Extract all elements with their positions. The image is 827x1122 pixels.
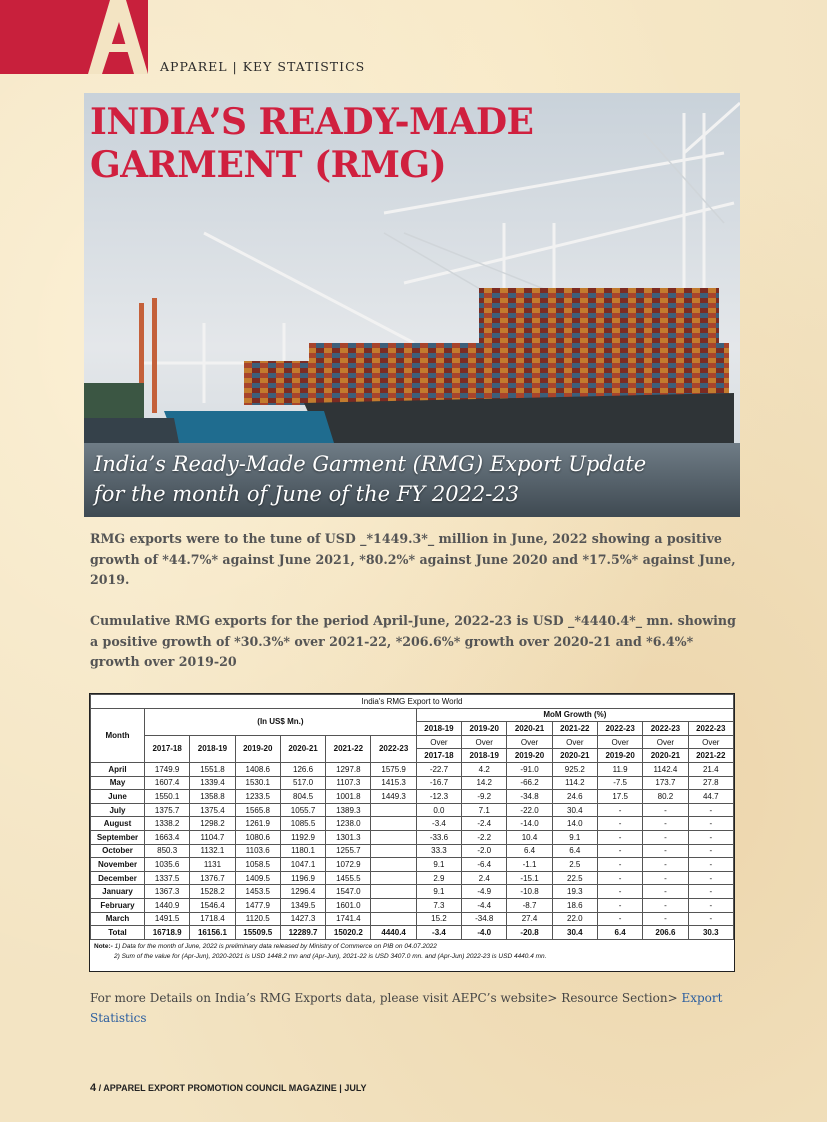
growth-cell: 4.2 bbox=[462, 762, 507, 776]
growth-cell: -2.4 bbox=[462, 817, 507, 831]
note-2: 2) Sum of the value for (Apr-Jun), 2020-2021 is USD 1448.2 mn and (Apr-Jun), 2021-22 is USD 3407.0 mn. and (Apr-Jun) 2022-23 is USD 4440.4 mn. bbox=[114, 952, 547, 960]
growth-cell: -33.6 bbox=[416, 830, 461, 844]
table-row bbox=[91, 803, 734, 817]
hero-caption bbox=[94, 449, 646, 509]
value-cell: 1035.6 bbox=[145, 858, 190, 872]
growth-cell: - bbox=[643, 898, 688, 912]
value-cell: 1001.8 bbox=[326, 790, 371, 804]
growth-cell: 11.9 bbox=[597, 762, 642, 776]
growth-cell: 44.7 bbox=[688, 790, 733, 804]
growth-cell: -34.8 bbox=[507, 790, 552, 804]
table-row bbox=[91, 830, 734, 844]
growth-cell: - bbox=[688, 912, 733, 926]
growth-cell: -8.7 bbox=[507, 898, 552, 912]
growth-col-over: Over bbox=[462, 735, 507, 749]
value-cell: 1296.4 bbox=[280, 885, 325, 899]
table-row bbox=[91, 858, 734, 872]
value-cell: 1440.9 bbox=[145, 898, 190, 912]
growth-cell: - bbox=[643, 858, 688, 872]
growth-cell: 30.4 bbox=[552, 803, 597, 817]
total-row bbox=[91, 926, 734, 940]
growth-cell: 114.2 bbox=[552, 776, 597, 790]
growth-col-over: Over bbox=[643, 735, 688, 749]
value-cell: 1358.8 bbox=[190, 790, 235, 804]
footer-separator: / bbox=[96, 1083, 104, 1093]
table-row bbox=[91, 776, 734, 790]
growth-cell: -14.0 bbox=[507, 817, 552, 831]
growth-cell: 1142.4 bbox=[643, 762, 688, 776]
value-cell: 1301.3 bbox=[326, 830, 371, 844]
table-row bbox=[91, 898, 734, 912]
growth-cell: -1.1 bbox=[507, 858, 552, 872]
growth-col-base: 2019-20 bbox=[597, 749, 642, 763]
month-cell: August bbox=[91, 817, 145, 831]
value-cell: 1741.4 bbox=[326, 912, 371, 926]
value-cell: 126.6 bbox=[280, 762, 325, 776]
value-cell bbox=[371, 803, 416, 817]
growth-cell: - bbox=[643, 885, 688, 899]
growth-cell: -15.1 bbox=[507, 871, 552, 885]
growth-cell: - bbox=[688, 803, 733, 817]
value-cell: 1528.2 bbox=[190, 885, 235, 899]
growth-header: MoM Growth (%) bbox=[416, 708, 733, 722]
growth-col-base: 2020-21 bbox=[552, 749, 597, 763]
growth-cell: - bbox=[643, 912, 688, 926]
growth-cell: -20.8 bbox=[507, 926, 552, 940]
value-cell: 1192.9 bbox=[280, 830, 325, 844]
growth-cell: - bbox=[597, 844, 642, 858]
growth-col-base: 2019-20 bbox=[507, 749, 552, 763]
month-cell: February bbox=[91, 898, 145, 912]
value-cell: 1047.1 bbox=[280, 858, 325, 872]
value-cell: 1455.5 bbox=[326, 871, 371, 885]
growth-cell: -16.7 bbox=[416, 776, 461, 790]
month-cell: June bbox=[91, 790, 145, 804]
growth-col-base: 2018-19 bbox=[462, 749, 507, 763]
value-cell: 1607.4 bbox=[145, 776, 190, 790]
growth-cell: 10.4 bbox=[507, 830, 552, 844]
table-row bbox=[91, 844, 734, 858]
value-cell: 1575.9 bbox=[371, 762, 416, 776]
value-cell: 1107.3 bbox=[326, 776, 371, 790]
growth-cell: 9.1 bbox=[552, 830, 597, 844]
magazine-logo bbox=[0, 0, 148, 74]
more-details-paragraph bbox=[90, 988, 730, 1028]
growth-cell: 22.0 bbox=[552, 912, 597, 926]
growth-cell: - bbox=[643, 817, 688, 831]
value-cell: 1298.2 bbox=[190, 817, 235, 831]
growth-cell: - bbox=[643, 830, 688, 844]
value-cell: 1551.8 bbox=[190, 762, 235, 776]
growth-cell: 27.8 bbox=[688, 776, 733, 790]
growth-cell: 18.6 bbox=[552, 898, 597, 912]
page-footer bbox=[90, 1082, 367, 1094]
year-header: 2019-20 bbox=[235, 735, 280, 762]
year-header: 2018-19 bbox=[190, 735, 235, 762]
growth-cell: 30.4 bbox=[552, 926, 597, 940]
rmg-export-table bbox=[89, 693, 735, 972]
export-statistics-link[interactable]: Export Statistics bbox=[90, 991, 723, 1025]
growth-cell: - bbox=[597, 817, 642, 831]
growth-cell: 27.4 bbox=[507, 912, 552, 926]
growth-cell: 15.2 bbox=[416, 912, 461, 926]
value-cell: 15509.5 bbox=[235, 926, 280, 940]
table-title: India's RMG Export to World bbox=[91, 695, 734, 709]
value-cell: 12289.7 bbox=[280, 926, 325, 940]
table-row bbox=[91, 912, 734, 926]
value-cell: 1546.4 bbox=[190, 898, 235, 912]
value-cell: 1297.8 bbox=[326, 762, 371, 776]
month-cell: Total bbox=[91, 926, 145, 940]
growth-cell: - bbox=[597, 912, 642, 926]
year-header: 2020-21 bbox=[280, 735, 325, 762]
growth-cell: - bbox=[688, 844, 733, 858]
growth-cell: -22.7 bbox=[416, 762, 461, 776]
growth-cell: -9.2 bbox=[462, 790, 507, 804]
growth-cell: -4.0 bbox=[462, 926, 507, 940]
growth-col-top: 2021-22 bbox=[552, 722, 597, 736]
growth-cell: 7.3 bbox=[416, 898, 461, 912]
value-cell: 1491.5 bbox=[145, 912, 190, 926]
growth-cell: 6.4 bbox=[597, 926, 642, 940]
value-cell bbox=[371, 885, 416, 899]
growth-col-over: Over bbox=[597, 735, 642, 749]
growth-cell: 206.6 bbox=[643, 926, 688, 940]
section-label: APPAREL | KEY STATISTICS bbox=[160, 59, 366, 74]
growth-cell: 925.2 bbox=[552, 762, 597, 776]
value-cell: 1749.9 bbox=[145, 762, 190, 776]
value-cell bbox=[371, 830, 416, 844]
growth-cell: - bbox=[688, 830, 733, 844]
growth-cell: - bbox=[688, 871, 733, 885]
table-row bbox=[91, 885, 734, 899]
growth-cell: 14.0 bbox=[552, 817, 597, 831]
growth-cell: 0.0 bbox=[416, 803, 461, 817]
growth-cell: 14.2 bbox=[462, 776, 507, 790]
value-cell: 1565.8 bbox=[235, 803, 280, 817]
growth-col-top: 2022-23 bbox=[688, 722, 733, 736]
growth-cell: 24.6 bbox=[552, 790, 597, 804]
value-cell: 1415.3 bbox=[371, 776, 416, 790]
year-header: 2022-23 bbox=[371, 735, 416, 762]
units-header: (In US$ Mn.) bbox=[145, 708, 417, 735]
value-cell: 1238.0 bbox=[326, 817, 371, 831]
growth-cell: -10.8 bbox=[507, 885, 552, 899]
value-cell: 1261.9 bbox=[235, 817, 280, 831]
value-cell: 1180.1 bbox=[280, 844, 325, 858]
value-cell: 1255.7 bbox=[326, 844, 371, 858]
value-cell: 1120.5 bbox=[235, 912, 280, 926]
value-cell: 1601.0 bbox=[326, 898, 371, 912]
table-body bbox=[91, 762, 734, 939]
growth-cell: 173.7 bbox=[643, 776, 688, 790]
table-row bbox=[91, 790, 734, 804]
month-header: Month bbox=[91, 708, 145, 762]
growth-col-top: 2022-23 bbox=[597, 722, 642, 736]
cumulative-summary-paragraph: Cumulative RMG exports for the period April-June, 2022-23 is USD _*4440.4*_ mn. showing a positive growth of *30.3%* over 2021-22, *206.6%* growth over 2020-21 and *6.4%* growth over 2019-20 bbox=[90, 613, 736, 669]
year-header: 2017-18 bbox=[145, 735, 190, 762]
value-cell: 1530.1 bbox=[235, 776, 280, 790]
growth-col-base: 2021-22 bbox=[688, 749, 733, 763]
year-header: 2021-22 bbox=[326, 735, 371, 762]
growth-cell: - bbox=[688, 817, 733, 831]
month-cell: July bbox=[91, 803, 145, 817]
growth-cell: - bbox=[597, 858, 642, 872]
title-line-1: INDIA’S READY-MADE bbox=[90, 101, 534, 143]
growth-cell: 80.2 bbox=[643, 790, 688, 804]
growth-cell: 7.1 bbox=[462, 803, 507, 817]
growth-col-over: Over bbox=[507, 735, 552, 749]
value-cell: 1085.5 bbox=[280, 817, 325, 831]
growth-cell: -3.4 bbox=[416, 926, 461, 940]
growth-col-top: 2018-19 bbox=[416, 722, 461, 736]
month-cell: May bbox=[91, 776, 145, 790]
month-cell: September bbox=[91, 830, 145, 844]
value-cell: 1663.4 bbox=[145, 830, 190, 844]
growth-cell: - bbox=[597, 898, 642, 912]
growth-cell: - bbox=[597, 885, 642, 899]
growth-col-over: Over bbox=[552, 735, 597, 749]
years-row bbox=[91, 735, 734, 749]
monthly-summary-paragraph: RMG exports were to the tune of USD _*1449.3*_ million in June, 2022 showing a positive growth of *44.7%* against June 2021, *80.2%* against June 2020 and *17.5%* against June, 2019. bbox=[90, 531, 736, 587]
note-label: Note:- bbox=[94, 942, 113, 950]
table-row bbox=[91, 871, 734, 885]
growth-cell: -7.5 bbox=[597, 776, 642, 790]
value-cell: 1375.7 bbox=[145, 803, 190, 817]
value-cell: 1408.6 bbox=[235, 762, 280, 776]
table-row bbox=[91, 817, 734, 831]
value-cell: 1449.3 bbox=[371, 790, 416, 804]
growth-cell: - bbox=[643, 871, 688, 885]
value-cell: 1427.3 bbox=[280, 912, 325, 926]
growth-cell: 33.3 bbox=[416, 844, 461, 858]
value-cell: 1550.1 bbox=[145, 790, 190, 804]
growth-col-over: Over bbox=[688, 735, 733, 749]
value-cell bbox=[371, 817, 416, 831]
value-cell bbox=[371, 858, 416, 872]
note-1: 1) Data for the month of June, 2022 is preliminary data released by Ministry of Commerce on PIB on 04.07.2022 bbox=[114, 942, 437, 950]
growth-cell: - bbox=[597, 871, 642, 885]
value-cell: 1376.7 bbox=[190, 871, 235, 885]
value-cell bbox=[371, 871, 416, 885]
value-cell: 804.5 bbox=[280, 790, 325, 804]
growth-cell: - bbox=[688, 858, 733, 872]
growth-cell: -6.4 bbox=[462, 858, 507, 872]
growth-cell: 6.4 bbox=[507, 844, 552, 858]
growth-cell: - bbox=[643, 803, 688, 817]
growth-cell: 6.4 bbox=[552, 844, 597, 858]
caption-line-2: for the month of June of the FY 2022-23 bbox=[94, 482, 520, 506]
growth-cell: -22.0 bbox=[507, 803, 552, 817]
title-line-2: GARMENT (RMG) bbox=[90, 144, 447, 186]
growth-col-top: 2022-23 bbox=[643, 722, 688, 736]
value-cell: 15020.2 bbox=[326, 926, 371, 940]
growth-cell: - bbox=[597, 830, 642, 844]
month-cell: April bbox=[91, 762, 145, 776]
growth-col-base: 2017-18 bbox=[416, 749, 461, 763]
more-details-text: For more Details on India’s RMG Exports data, please visit AEPC’s website> Resource Section> bbox=[90, 991, 682, 1005]
growth-cell: -66.2 bbox=[507, 776, 552, 790]
month-cell: March bbox=[91, 912, 145, 926]
growth-cell: 9.1 bbox=[416, 858, 461, 872]
value-cell: 1338.2 bbox=[145, 817, 190, 831]
value-cell: 1453.5 bbox=[235, 885, 280, 899]
growth-cell: -34.8 bbox=[462, 912, 507, 926]
stats-table bbox=[90, 694, 734, 940]
value-cell bbox=[371, 912, 416, 926]
value-cell: 1718.4 bbox=[190, 912, 235, 926]
value-cell: 1547.0 bbox=[326, 885, 371, 899]
value-cell: 1055.7 bbox=[280, 803, 325, 817]
value-cell: 1349.5 bbox=[280, 898, 325, 912]
growth-cell: -4.4 bbox=[462, 898, 507, 912]
growth-col-top: 2020-21 bbox=[507, 722, 552, 736]
value-cell: 1367.3 bbox=[145, 885, 190, 899]
value-cell: 1131 bbox=[190, 858, 235, 872]
value-cell: 16156.1 bbox=[190, 926, 235, 940]
value-cell: 1337.5 bbox=[145, 871, 190, 885]
growth-cell: 19.3 bbox=[552, 885, 597, 899]
footer-publication: APPAREL EXPORT PROMOTION COUNCIL MAGAZINE | JULY bbox=[103, 1083, 367, 1093]
growth-cell: 21.4 bbox=[688, 762, 733, 776]
value-cell: 1072.9 bbox=[326, 858, 371, 872]
growth-cell: -12.3 bbox=[416, 790, 461, 804]
growth-cell: 2.4 bbox=[462, 871, 507, 885]
growth-cell: -3.4 bbox=[416, 817, 461, 831]
growth-cell: -2.0 bbox=[462, 844, 507, 858]
value-cell: 850.3 bbox=[145, 844, 190, 858]
value-cell: 1339.4 bbox=[190, 776, 235, 790]
growth-col-over: Over bbox=[416, 735, 461, 749]
value-cell: 1103.6 bbox=[235, 844, 280, 858]
growth-cell: -91.0 bbox=[507, 762, 552, 776]
growth-cell: 9.1 bbox=[416, 885, 461, 899]
growth-cell: - bbox=[597, 803, 642, 817]
value-cell: 1132.1 bbox=[190, 844, 235, 858]
value-cell: 1375.4 bbox=[190, 803, 235, 817]
growth-cell: - bbox=[643, 844, 688, 858]
month-cell: January bbox=[91, 885, 145, 899]
value-cell bbox=[371, 898, 416, 912]
growth-cell: -4.9 bbox=[462, 885, 507, 899]
hero-image bbox=[84, 93, 740, 517]
value-cell: 1058.5 bbox=[235, 858, 280, 872]
growth-cell: 17.5 bbox=[597, 790, 642, 804]
value-cell: 1104.7 bbox=[190, 830, 235, 844]
growth-cell: 2.5 bbox=[552, 858, 597, 872]
value-cell: 4440.4 bbox=[371, 926, 416, 940]
value-cell: 1477.9 bbox=[235, 898, 280, 912]
value-cell: 1196.9 bbox=[280, 871, 325, 885]
value-cell: 1409.5 bbox=[235, 871, 280, 885]
growth-cell: 22.5 bbox=[552, 871, 597, 885]
growth-col-top: 2019-20 bbox=[462, 722, 507, 736]
value-cell: 1080.6 bbox=[235, 830, 280, 844]
month-cell: October bbox=[91, 844, 145, 858]
table-row bbox=[91, 762, 734, 776]
value-cell: 1233.5 bbox=[235, 790, 280, 804]
month-cell: November bbox=[91, 858, 145, 872]
growth-cell: -2.2 bbox=[462, 830, 507, 844]
month-cell: December bbox=[91, 871, 145, 885]
page-title bbox=[90, 101, 534, 187]
growth-cell: - bbox=[688, 885, 733, 899]
page-number: 4 bbox=[90, 1082, 97, 1094]
value-cell: 1389.3 bbox=[326, 803, 371, 817]
growth-cell: - bbox=[688, 898, 733, 912]
value-cell: 517.0 bbox=[280, 776, 325, 790]
table-notes bbox=[90, 940, 734, 962]
growth-cell: 2.9 bbox=[416, 871, 461, 885]
caption-line-1: India’s Ready-Made Garment (RMG) Export Update bbox=[94, 452, 647, 476]
value-cell bbox=[371, 844, 416, 858]
growth-col-base: 2020-21 bbox=[643, 749, 688, 763]
growth-cell: 30.3 bbox=[688, 926, 733, 940]
value-cell: 16718.9 bbox=[145, 926, 190, 940]
